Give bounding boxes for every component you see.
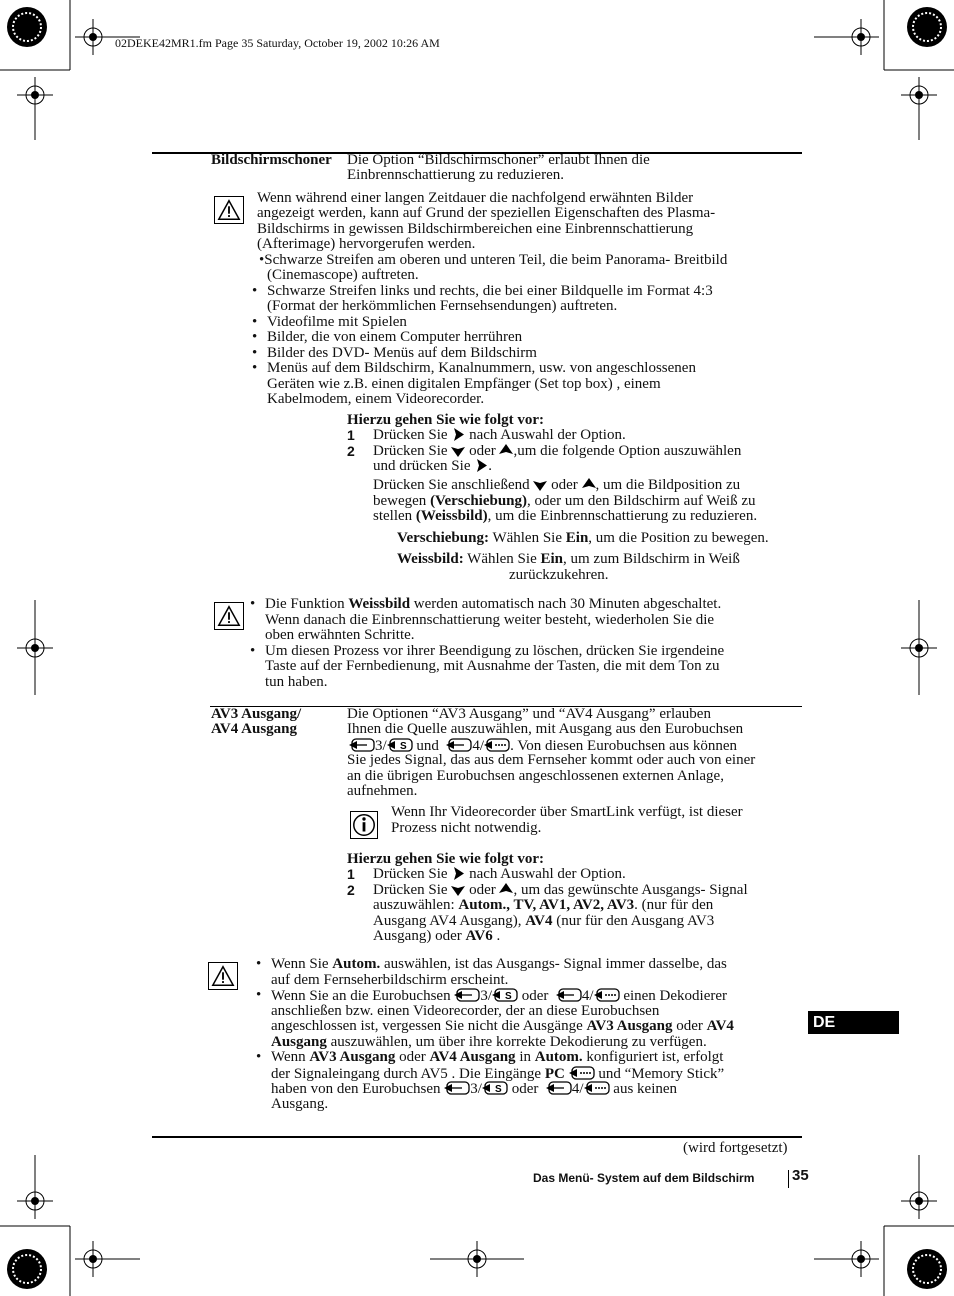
text: oder: [672, 1018, 707, 1034]
note2-bullet-2-line2: anschließen bzw. einen Videorecorder, der an diese Eurobuchsen: [271, 1003, 660, 1019]
howto-heading-2: Hierzu gehen Sie wie folgt vor:: [347, 851, 545, 867]
note1-bullet-1-line3: oben erwähnten Schritte.: [265, 627, 415, 643]
text: 4/: [571, 1081, 584, 1097]
arrow-up-icon: [499, 883, 513, 896]
text: oder: [507, 1081, 543, 1097]
bullet-2-line2: (Format der herkömmlichen Fernsehsendungen) auftreten.: [267, 298, 618, 314]
term-bildschirmschoner: Bildschirmschoner: [211, 152, 332, 168]
step-2-text-line2: [373, 459, 492, 475]
text: auswählen, ist das Ausgangs- Signal immer dasselbe, das: [380, 956, 727, 972]
rgb-scart-icon: [484, 738, 510, 752]
text: , um die Einbrennschattierung zu reduzieren.: [487, 508, 758, 524]
bold-term: Autom., TV, AV1, AV2, AV3: [458, 897, 635, 913]
option-label: Weissbild:: [397, 551, 464, 567]
text: 3/: [470, 1081, 482, 1097]
note1-bullet-2: • Um diesen Prozess vor ihrer Beendigung zu löschen, drücken Sie irgendeine: [265, 644, 724, 660]
warning-text-4: (Afterimage) hervorgerufen werden.: [257, 236, 476, 252]
text: und: [412, 738, 443, 754]
warning-icon: [214, 602, 244, 630]
scart-out-icon: [556, 988, 582, 1002]
bold-term: AV4 Ausgang: [429, 1049, 516, 1065]
step-text: und drücken Sie: [373, 458, 471, 474]
text: bewegen: [373, 493, 431, 509]
svg-text:S: S: [494, 1084, 502, 1095]
step-text: oder: [469, 882, 496, 898]
bold-term: Ein: [565, 530, 589, 546]
warning-icon: [208, 962, 238, 990]
step-text: Drücken Sie: [373, 443, 448, 459]
step-number: 1: [347, 866, 355, 882]
text: in: [515, 1049, 535, 1065]
bold-term: Weissbild: [348, 596, 411, 612]
option-label: Verschiebung:: [397, 530, 489, 546]
arrow-down-icon: [533, 478, 547, 491]
bold-term: (Weissbild): [415, 508, 488, 524]
bullet-1-line2: (Cinemascope) auftreten.: [267, 267, 419, 283]
text: , oder um den Bildschirm auf Weiß zu: [527, 493, 756, 509]
scart-out-icon: [444, 1081, 470, 1095]
section2-step-2-line2: [373, 898, 713, 914]
text: Ausgang AV4 Ausgang),: [373, 913, 526, 929]
bold-term: AV3 Ausgang: [309, 1049, 396, 1065]
option-weissbild: [397, 552, 740, 568]
text: (nur für den Ausgang AV3: [552, 913, 715, 929]
section2-step-1-text: [373, 867, 626, 883]
text: auszuwählen:: [373, 897, 459, 913]
bold-term: AV4: [706, 1018, 734, 1034]
text: Wenn: [271, 1049, 310, 1065]
step-text: oder: [469, 443, 496, 459]
step-number: 1: [347, 427, 355, 443]
arrow-down-icon: [451, 444, 465, 457]
info-text-2: Prozess nicht notwendig.: [391, 820, 542, 836]
note1-bullet-1-line2: Wenn danach die Einbrennschattierung weiter besteht, wiederholen Sie die: [265, 612, 715, 628]
note2-bullet-2-line3: [271, 1019, 734, 1035]
bullet-1-line1: •Schwarze Streifen am oberen und unteren Teil, die beim Panorama- Breitbild: [259, 252, 728, 268]
section1-desc-2: Einbrennschattierung zu reduzieren.: [347, 167, 564, 183]
bold-term: AV6: [465, 928, 493, 944]
text: angeschlossen ist, vergessen Sie nicht die Ausgänge: [271, 1018, 587, 1034]
step-1-text: [373, 428, 626, 444]
bold-term: Ein: [540, 551, 563, 567]
text: 4/: [581, 988, 594, 1004]
text: Drücken Sie anschließend: [373, 477, 530, 493]
text: Ausgang) oder: [373, 928, 466, 944]
continued-note: (wird fortgesetzt): [683, 1140, 788, 1156]
language-tab: DE: [808, 1011, 899, 1034]
text: , um zum Bildschirm in Weiß: [563, 551, 740, 567]
step-number: 2: [347, 443, 355, 459]
bullet-6-line3: Kabelmodem, einem Videorecorder.: [267, 391, 485, 407]
note1-bullet-2-line3: tun haben.: [265, 674, 328, 690]
text: einen Dekodierer: [619, 988, 728, 1004]
arrow-right-icon: [474, 459, 488, 472]
note2-bullet-3-line3: [271, 1081, 677, 1098]
section2-desc-6: aufnehmen.: [347, 783, 418, 799]
text: oder: [518, 988, 553, 1004]
text: 3/: [375, 738, 387, 754]
note2-bullet-1-line2: auf dem Fernseherbildschirm erscheint.: [271, 972, 509, 988]
section2-desc-1: Die Optionen “AV3 Ausgang” und “AV4 Ausgang” erlauben: [347, 706, 711, 722]
arrow-right-icon: [451, 428, 465, 441]
term-av4-ausgang: AV4 Ausgang: [211, 721, 298, 737]
info-text-1: Wenn Ihr Videorecorder über SmartLink verfügt, ist dieser: [391, 804, 743, 820]
text: konfiguriert ist, erfolgt: [582, 1049, 724, 1065]
text: Wählen Sie: [463, 551, 541, 567]
section2-desc-2: Ihnen die Quelle auszuwählen, mit Ausgang aus den Eurobuchsen: [347, 721, 744, 737]
bold-term: AV4: [525, 913, 553, 929]
text: oder: [395, 1049, 430, 1065]
scart-out-icon: [546, 1081, 572, 1095]
warning-text-1: Wenn während einer langen Zeitdauer die nachfolgend erwähnten Bilder: [257, 190, 694, 206]
note1-bullet-1: [265, 597, 721, 613]
info-icon: [350, 811, 378, 839]
note2-bullet-3-line4: Ausgang.: [271, 1096, 329, 1112]
howto-heading-1: Hierzu gehen Sie wie folgt vor:: [347, 412, 545, 428]
text: . (nur für den: [634, 897, 714, 913]
text: .: [492, 928, 501, 944]
term-av3-ausgang: AV3 Ausgang/: [211, 706, 302, 722]
warning-text-2: angezeigt werden, kann auf Grund der speziellen Eigenschaften des Plasma-: [257, 205, 716, 221]
step-text: ,um die folgende Option auszuwählen: [513, 443, 742, 459]
text: auszuwählen, um über ihre korrekte Dekodierung zu verfügen.: [326, 1034, 707, 1050]
rgb-scart-icon: [594, 988, 620, 1002]
text: stellen: [373, 508, 416, 524]
note2-bullet-1: [271, 957, 727, 973]
s-video-icon: [387, 738, 413, 752]
text: Wenn Sie: [271, 956, 333, 972]
text: Wählen Sie: [488, 530, 566, 546]
bold-term: AV3 Ausgang: [586, 1018, 673, 1034]
step-text: .: [488, 458, 492, 474]
bold-term: Autom.: [534, 1049, 583, 1065]
text: Die Funktion: [265, 596, 349, 612]
press-line-3: [373, 509, 757, 525]
option-verschiebung: [397, 531, 769, 547]
option-weissbild-line2: zurückzukehren.: [509, 567, 609, 583]
s-video-icon: [482, 1081, 508, 1095]
warning-text-3: Bildschirms in gewissen Bildschirmbereichen eine Einbrennschattierung: [257, 221, 694, 237]
step-text: Drücken Sie: [373, 427, 448, 443]
text: 4/: [472, 738, 485, 754]
text: oder: [551, 477, 578, 493]
bold-term: Autom.: [332, 956, 381, 972]
text: haben von den Eurobuchsen: [271, 1081, 445, 1097]
bullet-6-line1: • Menüs auf dem Bildschirm, Kanalnummern, usw. von angeschlossenen: [267, 361, 696, 377]
arrow-right-icon: [451, 867, 465, 880]
rgb-scart-icon: [569, 1066, 595, 1080]
text: . Von diesen Eurobuchsen aus können: [510, 738, 738, 754]
bold-term: PC: [544, 1066, 565, 1082]
arrow-down-icon: [451, 883, 465, 896]
bullet-4: • Bilder, die von einem Computer herrühren: [267, 330, 522, 346]
section2-desc-4: Sie jedes Signal, das aus dem Fernseher kommt oder auch von einer: [347, 752, 756, 768]
text: , um die Bildposition zu: [595, 477, 741, 493]
text: und “Memory Stick”: [594, 1066, 725, 1082]
step-text: , um das gewünschte Ausgangs- Signal: [513, 882, 748, 898]
bullet-5: • Bilder des DVD- Menüs auf dem Bildschirm: [267, 346, 537, 362]
page-divider: [788, 1170, 789, 1188]
note2-bullet-3: [271, 1050, 723, 1066]
text: werden automatisch nach 30 Minuten abgeschaltet.: [410, 596, 722, 612]
text: Wenn Sie an die Eurobuchsen: [271, 988, 455, 1004]
step-text: nach Auswahl der Option.: [469, 866, 626, 882]
step-number: 2: [347, 882, 355, 898]
section2-step-2-line4: [373, 929, 500, 945]
step-text: Drücken Sie: [373, 866, 448, 882]
text: 3/: [480, 988, 492, 1004]
page-number: 35: [792, 1167, 809, 1184]
section1-desc-1: Die Option “Bildschirmschoner” erlaubt Ihnen die: [347, 152, 650, 168]
arrow-up-icon: [582, 478, 596, 491]
file-header: 02DEKE42MR1.fm Page 35 Saturday, October 19, 2002 10:26 AM: [115, 36, 440, 50]
scart-out-icon: [349, 738, 375, 752]
bullet-6-line2: Geräten wie z.B. einen digitalen Empfänger (Set top box) , einem: [267, 376, 661, 392]
note1-bullet-2-line2: Taste auf der Fernbedienung, mit Ausnahme der Tasten, die mit dem Ton zu: [265, 658, 720, 674]
bullet-3: • Videofilme mit Spielen: [267, 315, 407, 331]
svg-text:S: S: [505, 991, 512, 1002]
warning-icon: [214, 196, 244, 224]
arrow-up-icon: [499, 444, 513, 457]
section2-desc-5: an die übrigen Eurobuchsen angeschlossenen externen Anlage,: [347, 768, 724, 784]
bold-term: Ausgang: [271, 1034, 327, 1050]
scart-out-icon: [446, 738, 472, 752]
bullet-2-line1: • Schwarze Streifen links und rechts, die bei einer Bildquelle im Format 4:3: [267, 284, 713, 300]
scart-out-icon: [454, 988, 480, 1002]
footer-title: Das Menü- System auf dem Bildschirm: [533, 1171, 755, 1185]
text: aus keinen: [609, 1081, 678, 1097]
bold-term: (Verschiebung): [430, 493, 528, 509]
step-text: Drücken Sie: [373, 882, 448, 898]
press-line-1: [373, 478, 740, 494]
s-video-icon: [492, 988, 518, 1002]
text: , um die Position zu bewegen.: [588, 530, 769, 546]
rgb-scart-icon: [584, 1081, 610, 1095]
svg-text:S: S: [399, 741, 407, 752]
text: der Signaleingang durch AV5 . Die Eingänge: [271, 1066, 545, 1082]
bottom-rule: [152, 1136, 802, 1138]
step-text: nach Auswahl der Option.: [469, 427, 626, 443]
